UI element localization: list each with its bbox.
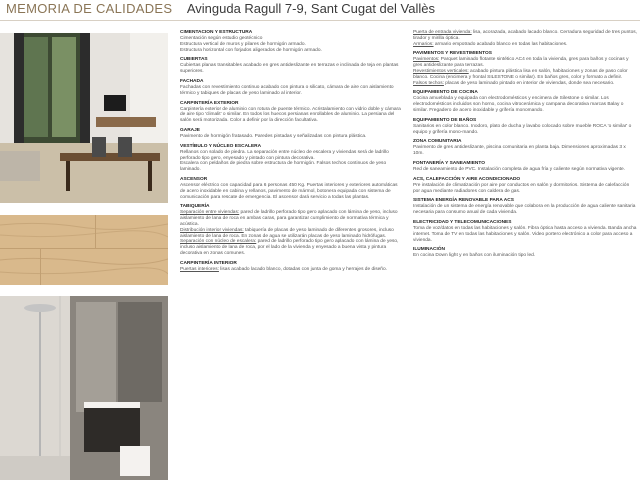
section-title: ILUMINACIÓN bbox=[413, 247, 445, 253]
section-title: ELECTRICIDAD Y TELECOMUNICACIONES bbox=[413, 219, 512, 225]
paragraph-text: pared de ladrillo perforado tipo gero aplacado con lámina de yeso, incluso aislamiento de lana de roca en ambas caras, para garantizar cumplimiento de normativa térmica y acústica. bbox=[180, 210, 398, 227]
spec-section bbox=[413, 90, 637, 113]
section-title: GARAJE bbox=[180, 127, 200, 133]
section-title: CARPINTERÍA INTERIOR bbox=[180, 260, 237, 266]
section-title: ZONA COMUNITARIA bbox=[413, 139, 462, 145]
paragraph-lead: Revestimientos verticales: bbox=[413, 68, 469, 74]
section-title: CIMENTACION Y ESTRUCTURA bbox=[180, 30, 253, 35]
section-paragraph: Instalación de un sistema de energía renovable que colabora en la producción de agua caliente sanitaria necesaria para consumo anual de cada vivienda. bbox=[413, 204, 636, 216]
section-paragraph: Pavimento de gres antideslizante, piscina comunitaria en planta baja. Dimensiones aproximadas 3 x 10m. bbox=[413, 145, 626, 157]
living-room-illustration bbox=[0, 33, 168, 203]
living-room-photo bbox=[0, 33, 168, 203]
section-paragraph bbox=[413, 81, 637, 87]
paragraph-text: pared de ladrillo perforado tipo gero aplacado con lámina de yeso, incluso aislamiento de lana de roca, por el lado de la vivienda y enyesado a buena vista y pintura decorativa en zonas comunes. bbox=[180, 239, 399, 256]
section-paragraph bbox=[413, 42, 637, 48]
spec-section bbox=[413, 51, 637, 86]
spec-section bbox=[180, 261, 402, 273]
spec-section bbox=[413, 220, 637, 243]
document-title: MEMORIA DE CALIDADES bbox=[6, 1, 173, 16]
spec-section bbox=[413, 139, 637, 157]
section-title: TABIQUERÍA bbox=[180, 204, 210, 210]
paragraph-text: placas de yeso laminado pintado en interior de viviendas, donde sea necesario. bbox=[443, 80, 615, 86]
address: Avinguda Ragull 7-9, Sant Cugat del Vallès bbox=[186, 1, 435, 16]
header bbox=[6, 0, 636, 20]
section-title: VESTÍBULO Y NÚCLEO ESCALERA bbox=[180, 143, 262, 149]
bathroom-illustration bbox=[0, 296, 168, 480]
spec-section bbox=[413, 30, 637, 47]
spec-section bbox=[180, 79, 402, 97]
section-paragraph: Pavimento de hormigón fratasado. Paredes pintadas y señalizadas con pintura plástica. bbox=[180, 133, 367, 139]
spec-section bbox=[180, 30, 402, 53]
section-paragraph: Toma de voz/datos en todas las habitaciones y salón. Fibra óptica hasta acceso a vivienda. Banda ancha internet. Toma de TV en todas las habitaciones y salón. Video portero electrónico a color para acceso a vivienda. bbox=[413, 225, 637, 243]
paragraph-lead: Separación con núcleo de escalera: bbox=[180, 239, 257, 245]
section-paragraph: Escalera con peldaños de piedra sobre estructura de hormigón. Falsos techos continuos de yeso laminado. bbox=[180, 161, 387, 173]
section-paragraph: Estructura horizontal con forjados aligerados de hormigón armado. bbox=[180, 47, 322, 53]
paragraph-text: Parquet laminado flotante sintético AC4 en toda la vivienda, gres para baños y cocinas y gres antideslizante para terrazas. bbox=[413, 57, 629, 69]
specs-column-right bbox=[413, 30, 637, 263]
paragraph-lead: Pavimentos: bbox=[413, 57, 440, 63]
section-paragraph: Carpintería exterior de aluminio con rotura de puente térmico. Acristalamiento con vidrio doble y cámara de aire tipo 'climalit' o similar. En todos los huecos persianas enrollables de aluminio. La persiana del salón será motorizada. Color a definir por la dirección facultativa. bbox=[180, 106, 401, 124]
section-paragraph: Fachadas con revestimiento continuo acabado con pintura o silicato, cámara de aire con aislamiento térmico y tabiques de placas de yeso laminado al interior. bbox=[180, 84, 394, 96]
paragraph-text: tabiquería de placas de yeso laminado de diferentes grosores, incluso aislamiento de lana de roca. En zonas de agua se utilizarán placas de yeso laminado hidrófugas. bbox=[180, 227, 394, 239]
wood-floor-sample bbox=[0, 215, 168, 285]
paragraph-text: armario empotrado acabado blanco en todas las habitaciones. bbox=[433, 41, 568, 47]
paragraph-lead: Falsos techos: bbox=[413, 80, 444, 86]
spec-section bbox=[180, 128, 402, 140]
spec-section bbox=[180, 144, 402, 173]
spec-section bbox=[413, 118, 637, 136]
section-paragraph: Cocina amueblada y equipada con electrodomésticos y encimera de Silestone o similar. Los electrodomésticos incluidos son horno, cocina vitrocerámica y campana decorativa marcas Balay o similar. Fregadero de acero inoxidable y grifería monomando. bbox=[413, 96, 624, 113]
section-paragraph: Pre instalación de climatización por aire por conductos en salón y dormitorios. Sistema de calefacción por agua mediante radiadores con caldera de gas. bbox=[413, 182, 630, 194]
spec-section bbox=[413, 161, 637, 173]
section-paragraph: Red de saneamiento de PVC. Instalación completa de agua fría y caliente según normativa vigente. bbox=[413, 166, 625, 172]
section-paragraph bbox=[180, 210, 402, 227]
section-title: CUBIERTAS bbox=[180, 57, 208, 63]
wood-texture-illustration bbox=[0, 215, 168, 285]
section-title: PAVIMENTOS Y REVESTIMIENTOS bbox=[413, 51, 492, 57]
section-paragraph bbox=[180, 267, 402, 273]
specs-column-left bbox=[180, 30, 402, 277]
spec-section bbox=[180, 204, 402, 256]
section-paragraph: Cimentación según estudio geotécnico bbox=[180, 36, 263, 41]
section-paragraph: Ascensor eléctrico con capacidad para 6 personas 450 Kg. Puertas interiores y exteriores automáticas de acero inoxidable en cabina y rellanos, pavimento de mármol, botonera equipada con sistema de comunicación para rescate de emergencia. El ascensor dará servicio a todas las plantas. bbox=[180, 182, 398, 200]
section-title: FONTANERÍA Y SANEAMIENTO bbox=[413, 160, 485, 166]
paragraph-lead: Puertas interiores: bbox=[180, 266, 219, 272]
section-title: ASCENSOR bbox=[180, 176, 208, 182]
section-paragraph: Cubiertas planas transitables acabado en gres antideslizante en terrazas e inclinada de teja en plantas superiores. bbox=[180, 63, 399, 75]
section-paragraph: En cocina Down light y en baños con iluminación tipo led. bbox=[413, 253, 536, 259]
paragraph-text: lisas acabado lacado blanco, dotadas con junta de goma y herrajes de diseño. bbox=[218, 266, 387, 272]
section-title: FACHADA bbox=[180, 78, 204, 84]
paragraph-text: acabado pintura plástica lisa en salón, habitaciones y zonas de paso color blanco. Cocina (encimera y frontal SILESTONE o similar). En baños gres, color y formato a definir. bbox=[413, 68, 628, 80]
paragraph-lead: Separación entre viviendas: bbox=[180, 210, 240, 216]
section-paragraph bbox=[180, 239, 402, 256]
section-paragraph: Sanitarios en color blanco. Inodoro, plato de ducha y lavabo colocado sobre mueble ROCA 'o similar' o equipo y grifería mono-mando. bbox=[413, 123, 632, 135]
section-title: ACS, CALEFACCIÓN Y AIRE ACONDICIONADO bbox=[413, 176, 521, 182]
paragraph-lead: Distribución interior viviendas: bbox=[180, 227, 244, 233]
paragraph-text: lisa, acorazada, acabado lacado blanco. Cerradura seguridad de tres puntos, tirador y mirilla óptica. bbox=[413, 30, 638, 41]
section-title: CARPINTERÍA EXTERIOR bbox=[180, 100, 239, 106]
paragraph-lead: Puerta de entrada vivienda: bbox=[413, 30, 472, 35]
section-paragraph: Rellanos con solado de piedra. La separación entre núcleo de escalera y viviendas será de ladrillo perforado tipo gero, enyesado y pintado con pintura decorativa. bbox=[180, 149, 389, 161]
spec-section bbox=[413, 198, 637, 216]
section-paragraph: Estructura vertical de muros y pilares de hormigón armado. bbox=[180, 41, 306, 47]
spec-section bbox=[180, 177, 402, 200]
header-divider bbox=[0, 20, 640, 21]
section-paragraph bbox=[413, 57, 637, 69]
section-title: EQUIPAMIENTO DE BAÑOS bbox=[413, 117, 477, 123]
section-title: EQUIPAMIENTO DE COCINA bbox=[413, 90, 478, 96]
bathroom-photo bbox=[0, 296, 168, 480]
spec-section bbox=[413, 177, 637, 195]
section-title: SISTEMA ENERGÍA RENOVABLE PARA ACS bbox=[413, 198, 514, 204]
spec-section bbox=[180, 57, 402, 75]
spec-section bbox=[180, 101, 402, 124]
section-paragraph bbox=[413, 69, 637, 81]
paragraph-lead: Armarios: bbox=[413, 41, 434, 47]
section-paragraph bbox=[413, 30, 637, 42]
spec-section bbox=[413, 247, 637, 259]
section-paragraph bbox=[180, 228, 402, 240]
